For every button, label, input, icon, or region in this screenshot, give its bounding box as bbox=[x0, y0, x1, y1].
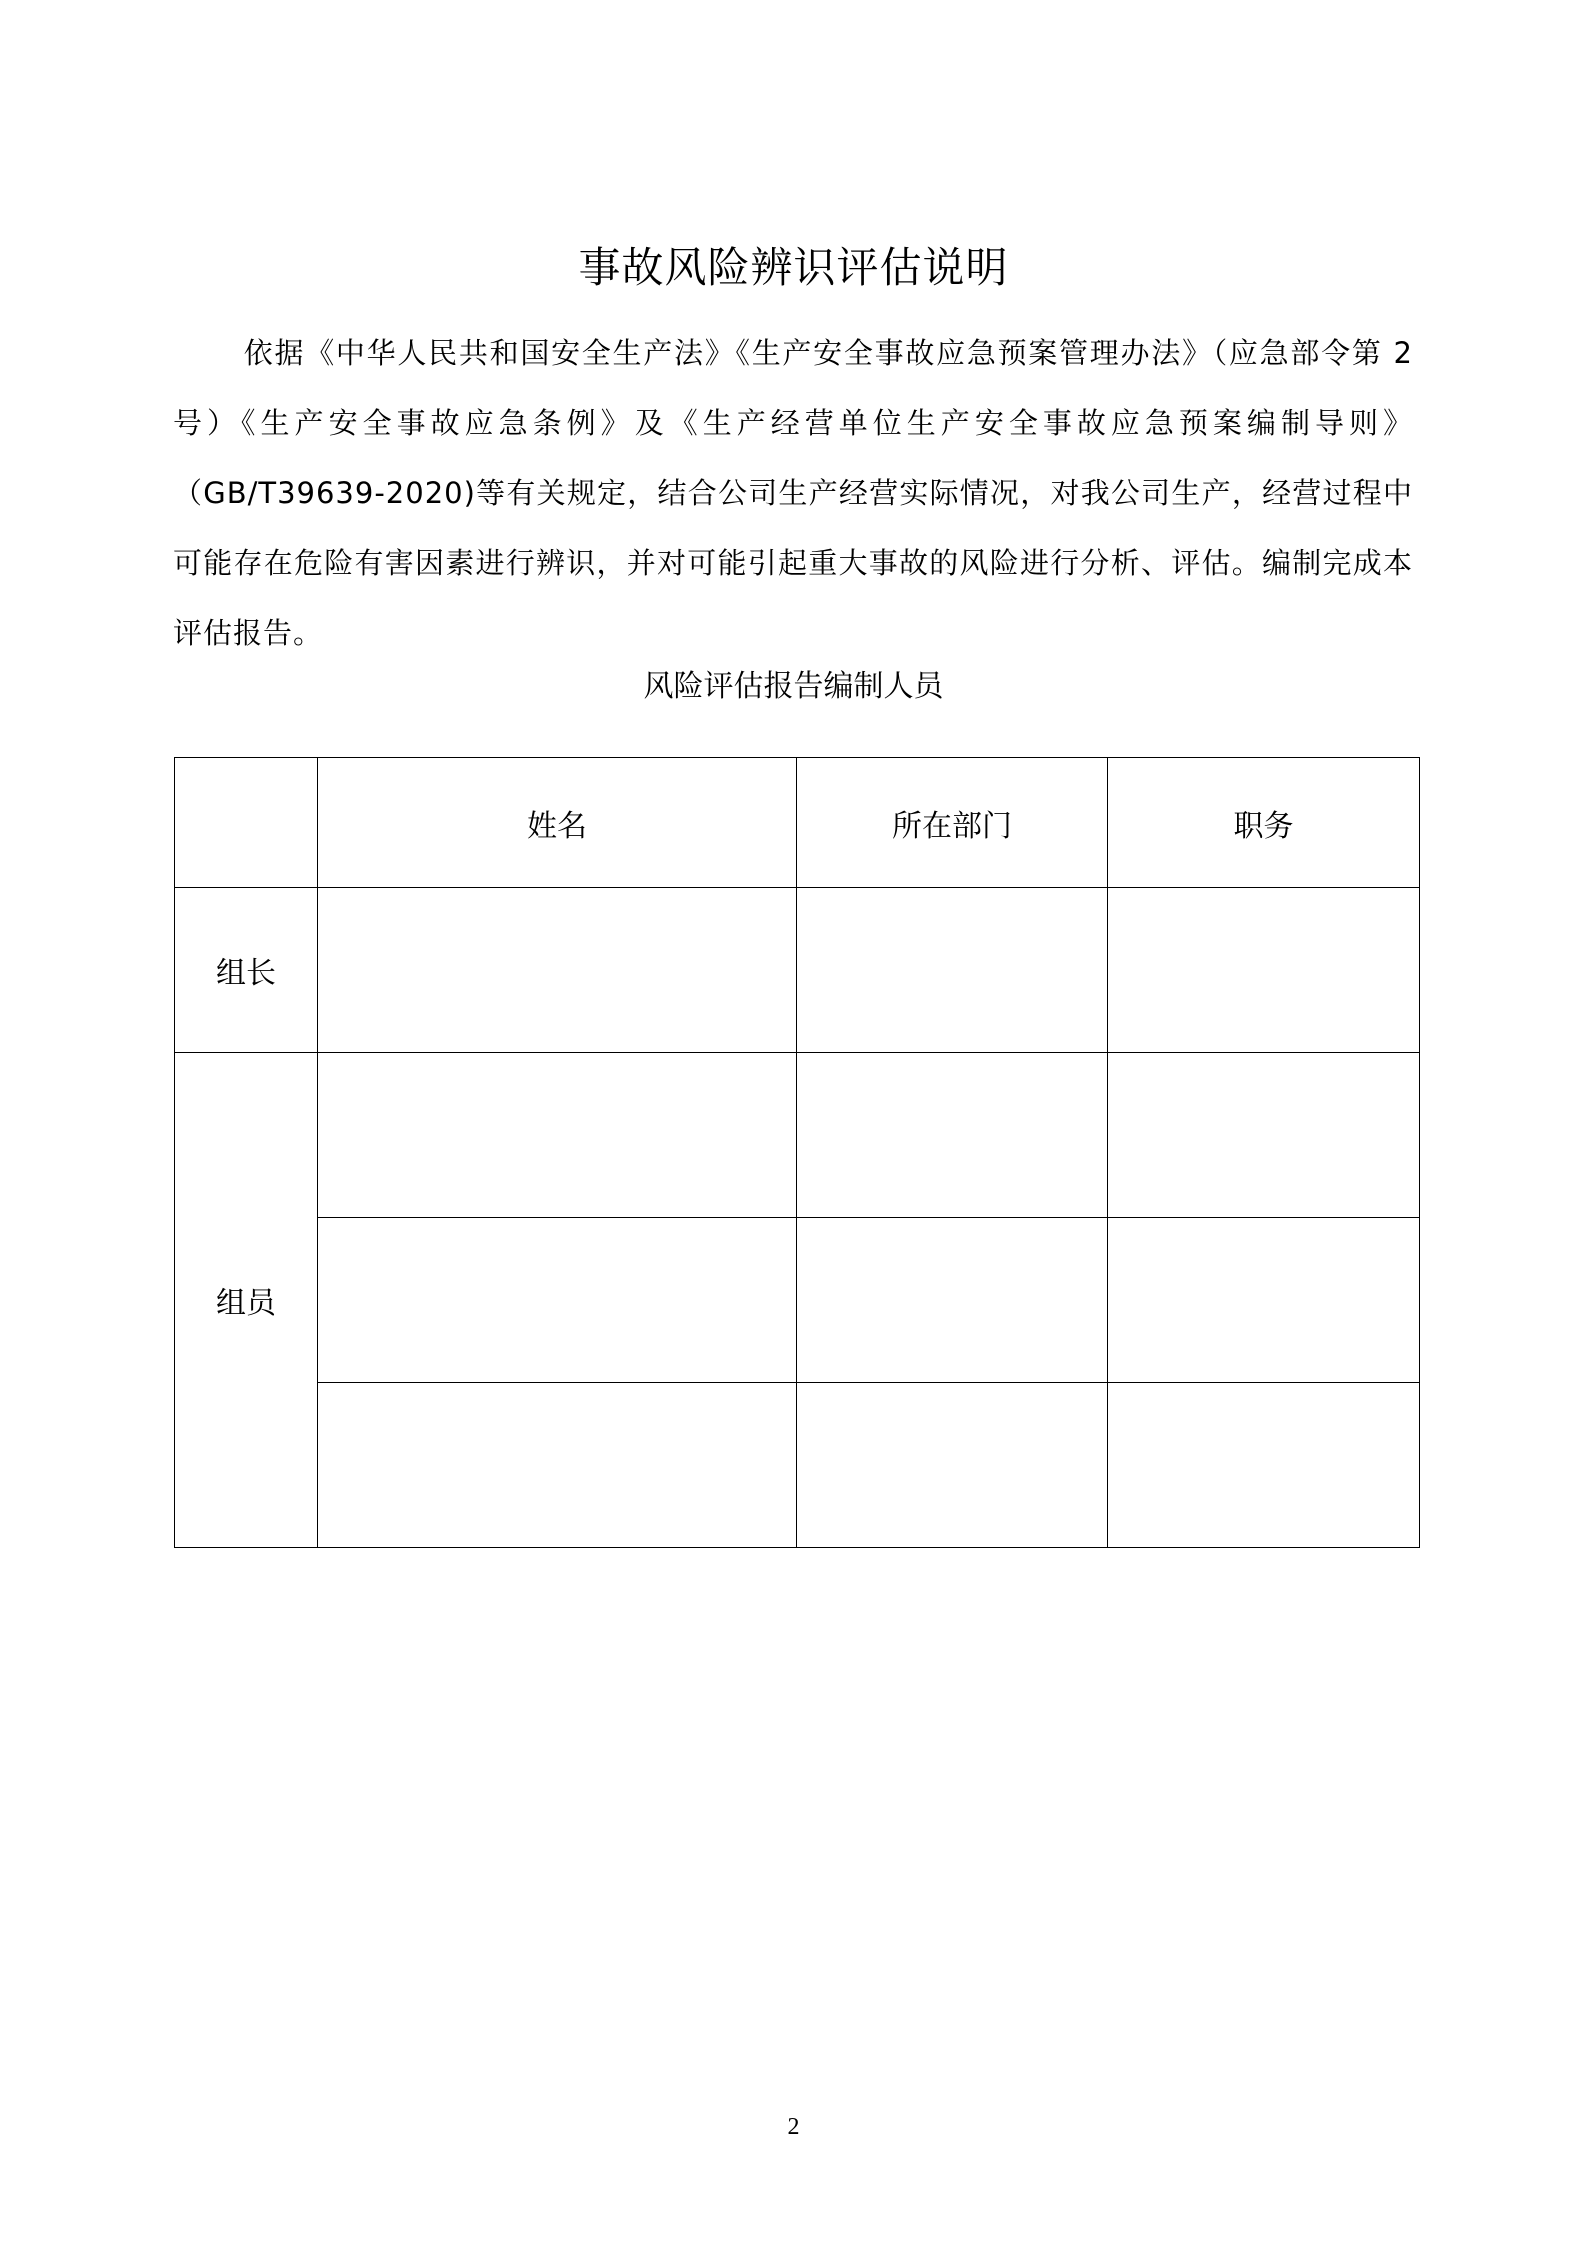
body-paragraph bbox=[173, 318, 1413, 668]
header-cell-name: 姓名 bbox=[318, 758, 797, 888]
header-cell-department: 所在部门 bbox=[797, 758, 1108, 888]
leader-position-cell[interactable] bbox=[1108, 888, 1420, 1053]
header-cell-blank bbox=[175, 758, 318, 888]
leader-department-cell[interactable] bbox=[797, 888, 1108, 1053]
row-label-member: 组员 bbox=[175, 1053, 318, 1548]
body-text: 依据《中华人民共和国安全生产法》《生产安全事故应急预案管理办法》（应急部令第 2 号）《生产安全事故应急条例》及《生产经营单位生产安全事故应急预案编制导则》（GB/T39639-2020)等有关规定，结合公司生产经营实际情况，对我公司生产，经营过程中可能存在危险有害因素进行辨识，并对可能引起重大事故的风险进行分析、评估。编制完成本评估报告。 bbox=[173, 336, 1413, 650]
member-name-cell[interactable] bbox=[318, 1053, 797, 1218]
table-header-row bbox=[175, 758, 1420, 888]
table-row-member bbox=[175, 1053, 1420, 1218]
leader-name-cell[interactable] bbox=[318, 888, 797, 1053]
table-row-leader bbox=[175, 888, 1420, 1053]
member-position-cell[interactable] bbox=[1108, 1383, 1420, 1548]
member-department-cell[interactable] bbox=[797, 1218, 1108, 1383]
page-number: 2 bbox=[787, 2114, 800, 2140]
table-title: 风险评估报告编制人员 bbox=[643, 669, 944, 704]
header-cell-position: 职务 bbox=[1108, 758, 1420, 888]
member-name-cell[interactable] bbox=[318, 1218, 797, 1383]
row-label-leader: 组长 bbox=[175, 888, 318, 1053]
member-name-cell[interactable] bbox=[318, 1383, 797, 1548]
page-title: 事故风险辨识评估说明 bbox=[578, 243, 1009, 292]
member-department-cell[interactable] bbox=[797, 1383, 1108, 1548]
staff-table bbox=[174, 757, 1420, 1548]
member-department-cell[interactable] bbox=[797, 1053, 1108, 1218]
member-position-cell[interactable] bbox=[1108, 1218, 1420, 1383]
table-row-member bbox=[175, 1218, 1420, 1383]
member-position-cell[interactable] bbox=[1108, 1053, 1420, 1218]
table-row-member bbox=[175, 1383, 1420, 1548]
